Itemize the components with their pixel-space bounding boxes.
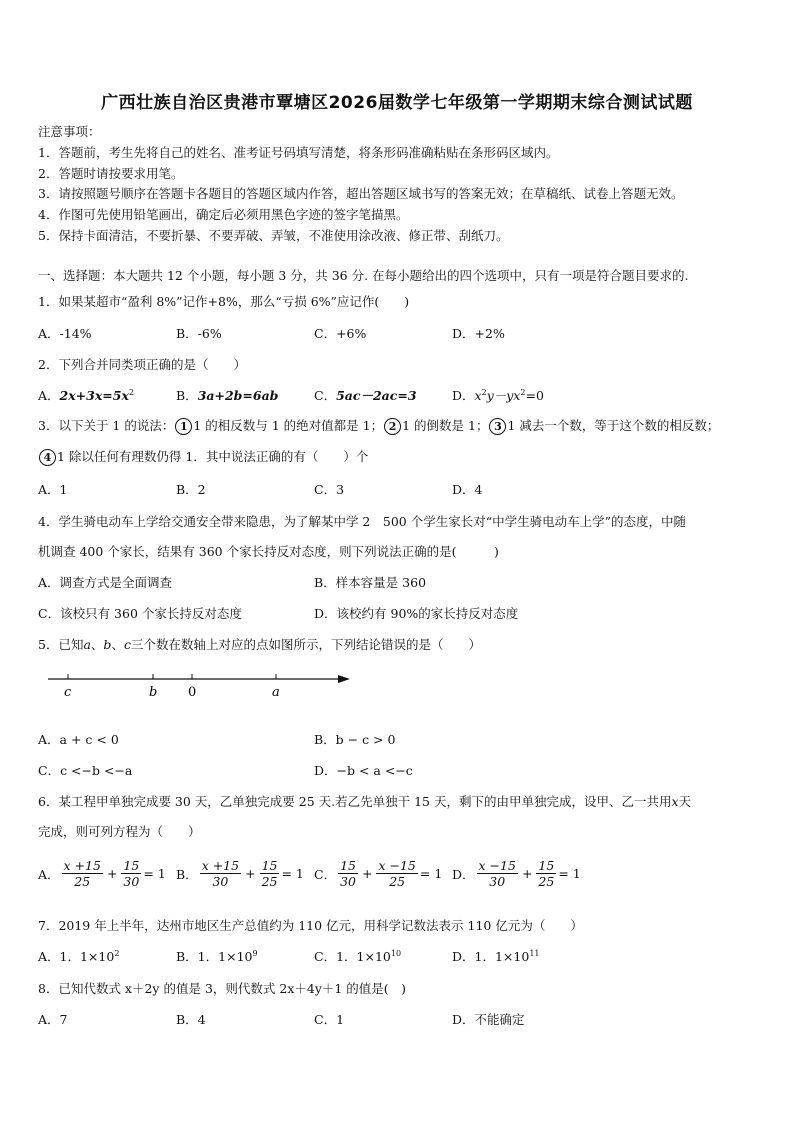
q2-option-d: D．$x^2y-yx^2=0$: [452, 387, 544, 403]
q4-option-c: C．该校只有 360 个家长持反对态度: [38, 606, 242, 621]
fraction: $\frac{15}{25}$: [261, 858, 278, 889]
notice-item: 2．答题时请按要求用笔。: [38, 166, 184, 181]
q5-option-d: D．−b < a <−c: [314, 763, 413, 778]
question-1-stem: 1．如果某超市“盈利 8%”记作+8%，那么“亏损 6%”应记作( ): [38, 294, 410, 309]
label-c: c: [64, 685, 72, 700]
question-4-stem-cont: 机调查 400 个家长，结果有 360 个家长持反对态度，则下列说法正确的是( ): [38, 544, 499, 559]
circled-number-icon: 1: [175, 418, 192, 435]
question-3-stem-cont: 4 1 除以任何有理数仍得 1．其中说法正确的有（ ）个: [38, 447, 368, 466]
q3-option-c: C．3: [314, 482, 345, 497]
notice-heading: 注意事项：: [38, 124, 101, 139]
question-2-stem: 2．下列合并同类项正确的是（ ）: [38, 357, 246, 372]
question-7-stem: 7．2019 年上半年，达州市地区生产总值约为 110 亿元，用科学记数法表示 110 亿元为（ ）: [38, 918, 583, 933]
circled-number-icon: 4: [39, 449, 56, 466]
q6-option-b: B． $\frac{x +15}{30}$ + $\frac{15}{25}$ = 1: [176, 858, 304, 889]
label-zero: 0: [188, 685, 197, 700]
q8-option-a: A．7: [38, 1012, 68, 1027]
notice-item: 3．请按照题号顺序在答题卡各题目的答题区域内作答，超出答题区域书写的答案无效；在草稿纸、试卷上答题无效。: [38, 186, 684, 201]
q8-option-b: B．4: [176, 1012, 206, 1027]
label-a: a: [272, 685, 280, 700]
question-6-stem: 6．某工程甲单独完成要 30 天，乙单独完成要 25 天.若乙先单独干 15 天，剩下的由甲单独完成，设甲、乙一共用x天: [38, 794, 692, 809]
fraction: $\frac{x +15}{30}$: [201, 858, 240, 889]
q3-option-a: A．1: [38, 482, 68, 497]
question-6-stem-cont: 完成，则可列方程为（ ）: [38, 824, 201, 839]
q6-option-d: D． $\frac{x -15}{30}$ + $\frac{15}{25}$ = 1: [452, 858, 581, 889]
q1-option-c: C．+6%: [314, 326, 367, 341]
fraction: $\frac{15}{25}$: [538, 858, 555, 889]
fraction: $\frac{15}{30}$: [340, 858, 356, 889]
q1-option-a: A．-14%: [38, 326, 92, 341]
circled-number-icon: 2: [384, 418, 401, 435]
notice-item: 1．答题前，考生先将自己的姓名、准考证号码填写清楚，将条形码准确粘贴在条形码区域内。: [38, 145, 559, 160]
q7-option-a: A．1．$1\times 10^2$: [38, 948, 120, 964]
fraction: $\frac{x -15}{30}$: [478, 858, 516, 889]
notice-item: 5．保持卡面清洁，不要折暴、不要弄破、弄皱，不准使用涂改液、修正带、刮纸刀。: [38, 228, 509, 243]
q4-option-d: D．该校约有 90%的家长持反对态度: [314, 606, 519, 621]
q1-option-d: D．+2%: [452, 326, 505, 341]
q3-option-d: D．4: [452, 482, 483, 497]
question-8-stem: 8．已知代数式 x＋2y 的值是 3，则代数式 2x＋4y＋1 的值是( ): [38, 981, 407, 996]
question-5-stem: 5．已知a、b、c三个数在数轴上对应的点如图所示，下列结论错误的是（ ）: [38, 637, 481, 652]
q5-option-b: B．b − c > 0: [314, 732, 396, 747]
section-heading: 一、选择题：本大题共 12 个小题，每小题 3 分，共 36 分. 在每小题给出的四个选项中，只有一项是符合题目要求的.: [38, 268, 689, 283]
fraction: $\frac{x -15}{25}$: [378, 858, 416, 889]
q6-option-a: A． $\frac{x +15}{25}$ + $\frac{15}{30}$ = 1: [38, 858, 166, 889]
q2-option-b: B．3a+2b=6ab: [176, 388, 279, 403]
q7-option-c: C．1．$1\times 10^{10}$: [314, 948, 402, 964]
number-line-diagram: [44, 666, 364, 706]
q5-option-c: C．c <−b <−a: [38, 763, 133, 778]
q4-option-b: B．样本容量是 360: [314, 575, 427, 590]
q5-option-a: A．a + c < 0: [38, 732, 119, 747]
q2-option-c: C．5ac－2ac=3: [314, 388, 417, 403]
q7-option-d: D．1．$1\times 10^{11}$: [452, 948, 540, 964]
q4-option-a: A．调查方式是全面调查: [38, 575, 173, 590]
q7-option-b: B．1．$1\times 10^9$: [176, 948, 258, 964]
circled-number-icon: 3: [489, 418, 506, 435]
q6-option-c: C． $\frac{15}{30}$ + $\frac{x -15}{25}$ = 1: [314, 858, 443, 889]
q3-option-b: B．2: [176, 482, 206, 497]
question-3-stem: 3．以下关于 1 的说法： 1 1 的相反数与 1 的绝对值都是 1； 2 1 的倒数是 1； 3 1 减去一个数，等于这个数的相反数；: [38, 418, 720, 433]
q8-option-d: D．不能确定: [452, 1012, 525, 1027]
notice-item: 4．作图可先使用铅笔画出，确定后必须用黑色字迹的签字笔描黑。: [38, 207, 409, 222]
q8-option-c: C．1: [314, 1012, 345, 1027]
fraction: $\frac{x +15}{25}$: [63, 858, 101, 889]
page-title: 广西壮族自治区贵港市覃塘区2026届数学七年级第一学期期末综合测试试题: [101, 93, 693, 113]
label-b: b: [149, 685, 158, 700]
arrow-right-icon: [338, 675, 350, 683]
fraction: $\frac{15}{30}$: [123, 858, 140, 889]
question-4-stem: 4．学生骑电动车上学给交通安全带来隐患，为了解某中学 2 500 个学生家长对“中学生骑电动车上学”的态度，中随: [38, 514, 686, 529]
q1-option-b: B．-6%: [176, 326, 222, 341]
q2-option-a: A．$2x+3x=5x^2$: [38, 387, 135, 403]
